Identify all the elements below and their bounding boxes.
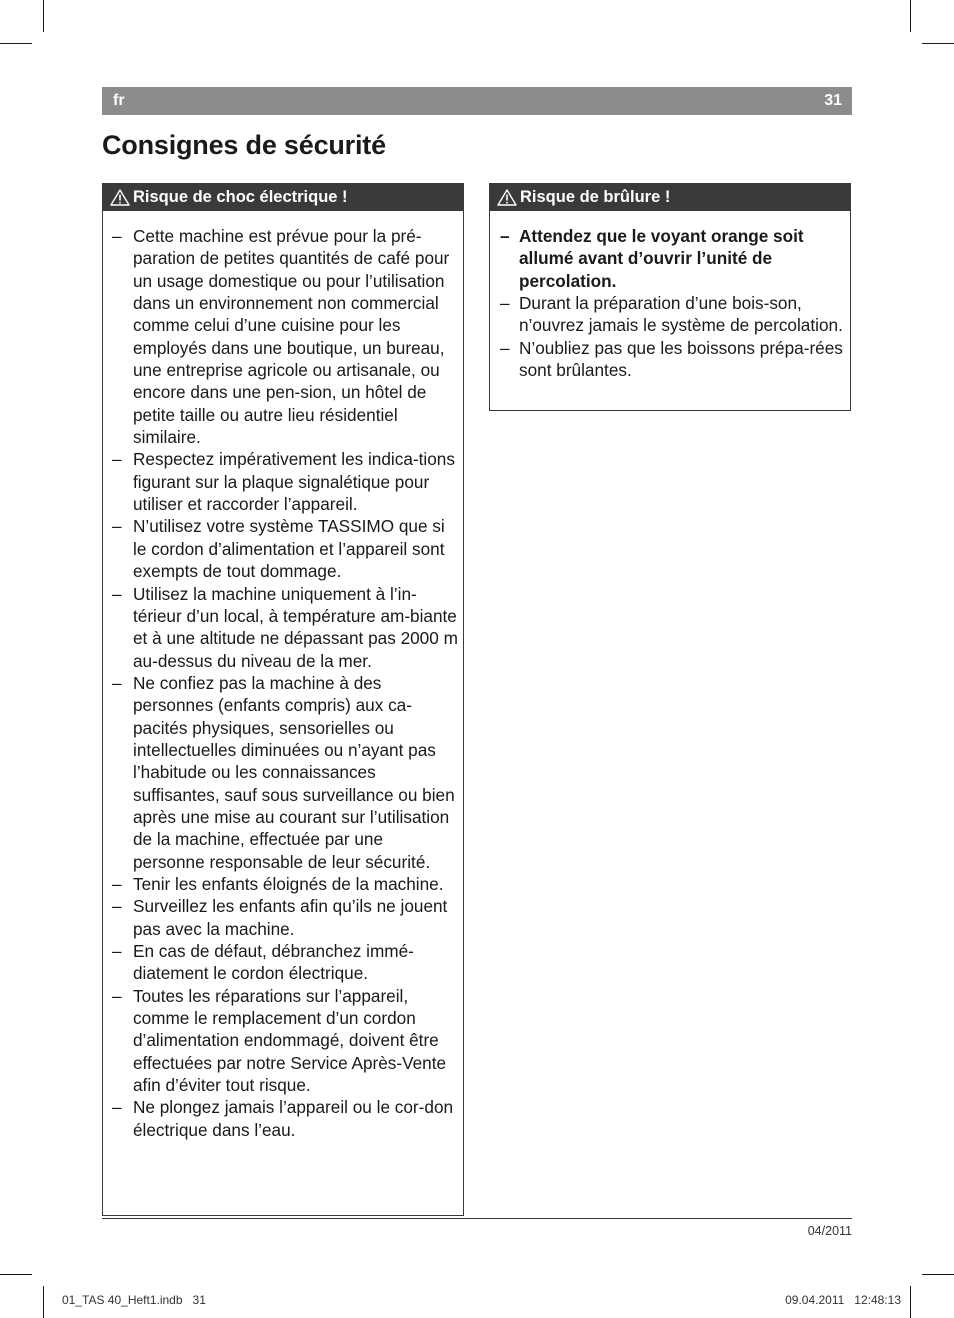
electric-shock-heading xyxy=(103,184,463,211)
print-slug-file: 01_TAS 40_Heft1.indb 31 xyxy=(62,1293,206,1307)
crop-mark xyxy=(922,1274,954,1275)
list-item: – Toutes les réparations sur l’appareil, comme le remplacement d’un cordon d’alimentation endommagé, doivent être effectuées par notre Service Après-Vente afin d’éviter tout risque. xyxy=(112,985,447,1096)
list-item: – N’utilisez votre système TASSIMO que si le cordon d’alimentation et l’appareil sont exempts de tout dommage. xyxy=(112,516,445,582)
page-number: 31 xyxy=(824,92,842,109)
language-code: fr xyxy=(113,92,125,109)
crop-mark xyxy=(43,1286,44,1318)
list-item: – Respectez impérativement les indica-tions figurant sur la plaque signalétique pour utiliser et raccorder l’appareil. xyxy=(112,449,455,515)
crop-mark xyxy=(910,0,911,32)
warning-triangle-icon xyxy=(110,189,130,206)
burn-warning-box xyxy=(489,183,851,411)
crop-mark xyxy=(922,43,954,44)
burn-heading-text: Risque de brûlure ! xyxy=(520,188,671,206)
list-item: – En cas de défaut, débranchez immé-diatement le cordon électrique. xyxy=(112,941,414,984)
burn-list xyxy=(490,211,850,381)
list-item: – N’oubliez pas que les boissons prépa-rées sont brûlantes. xyxy=(500,337,843,381)
list-item: – Durant la préparation d’une bois-son, n’ouvrez jamais le système de percolation. xyxy=(500,293,843,336)
crop-mark xyxy=(0,1274,32,1275)
list-item: – Utilisez la machine uniquement à l’in-térieur d’un local, à température am-biante et à une altitude ne dépassant pas 2000 m au-dessus du niveau de la mer. xyxy=(112,583,458,671)
crop-mark xyxy=(910,1286,911,1318)
crop-mark xyxy=(0,43,32,44)
print-slug-timestamp: 09.04.2011 12:48:13 xyxy=(785,1293,901,1307)
footer-divider xyxy=(102,1218,852,1219)
list-item: – Ne plongez jamais l’appareil ou le cor-don électrique dans l’eau. xyxy=(112,1097,454,1140)
list-item: – Tenir les enfants éloignés de la machine. xyxy=(112,873,444,894)
crop-mark xyxy=(43,0,44,32)
list-item: – Ne confiez pas la machine à des personnes (enfants compris) aux ca-pacités physiques, sensorielles ou intellectuelles diminuées ou n’ayant pas l’habitude ou les connaissances suffisantes, sauf sous surveillance ou bien après une mise au courant sur l’utilisation de la machine, effectuée par une personne responsable de leur sécurité. xyxy=(112,672,455,872)
electric-shock-heading-text: Risque de choc électrique ! xyxy=(133,188,348,206)
electric-shock-warning-box xyxy=(102,183,464,1216)
list-item: – Cette machine est prévue pour la pré-paration de petites quantités de café pour un usage domestique ou pour l’utilisation dans un environnement non commercial comme celui d’une cuisine pour les employés dans une boutique, un bureau, une entreprise agricole ou artisanale, ou encore dans une pen-sion, un hôtel de petite taille ou autre lieu résidentiel similaire. xyxy=(112,226,450,448)
burn-heading xyxy=(490,184,850,211)
page-header-bar xyxy=(102,87,852,115)
warning-triangle-icon xyxy=(497,189,517,206)
electric-shock-list xyxy=(103,211,463,1141)
page-title: Consignes de sécurité xyxy=(102,130,386,160)
list-item: – Attendez que le voyant orange soit allumé avant d’ouvrir l’unité de percolation. xyxy=(500,226,804,291)
list-item: – Surveillez les enfants afin qu’ils ne jouent pas avec la machine. xyxy=(112,896,448,939)
footer-date: 04/2011 xyxy=(807,1224,852,1238)
